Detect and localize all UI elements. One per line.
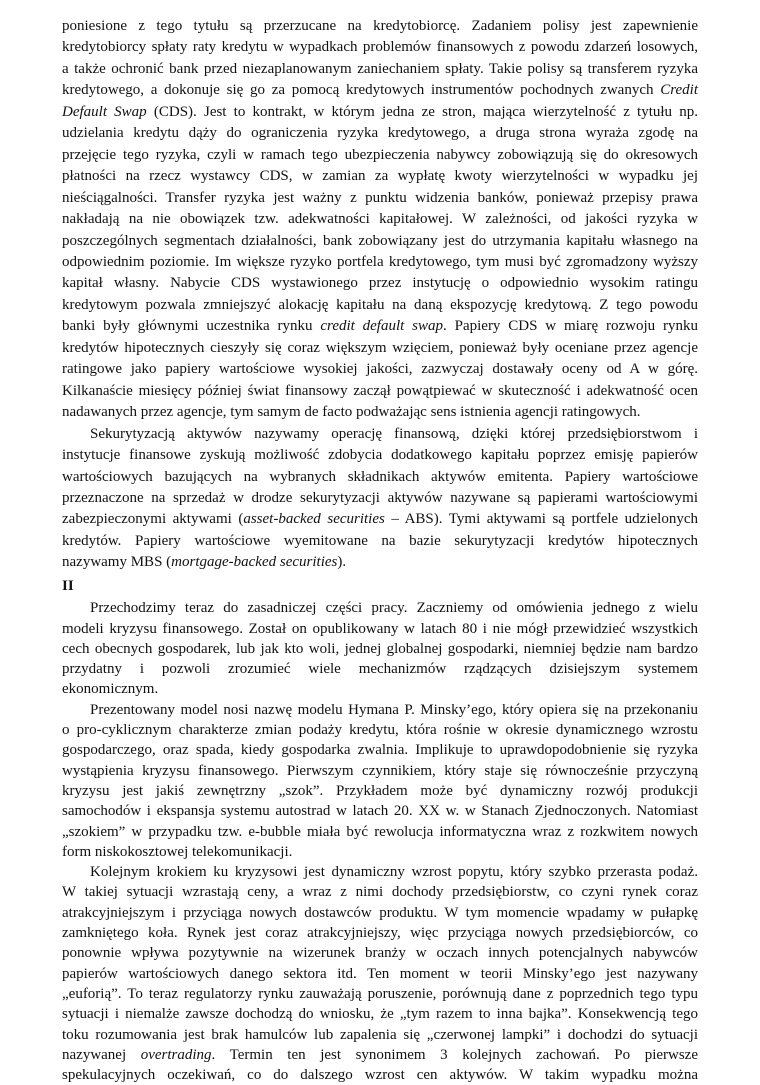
text-segment: – ABS). Tymi aktywami są portfele udzielonych	[384, 511, 698, 528]
text-line: wystąpienia kryzysu finansowego. Pierwszym czynnikiem, który staje się równocześnie przyczyną	[62, 762, 698, 779]
text-line	[62, 102, 698, 123]
text-line: przydatny i pozwoli zrozumieć wiele mechanizmów rządzących dzisiejszym systemem	[62, 661, 698, 678]
text-line: Kilkanaście miesięcy później świat finansowy zaczął powątpiewać w skuteczność i adekwatność ocen	[62, 382, 698, 399]
text-line: poniesione z tego tytułu są przerzucane na kredytobiorcę. Zadaniem polisy jest zapewnienie	[62, 18, 698, 34]
text-line: Przechodzimy teraz do zasadniczej części pracy. Zaczniemy od omówienia jednego z wielu	[90, 600, 698, 617]
text-line: kredytów hipotecznych cieszyły się coraz większym wzięciem, ponieważ były oceniane przez agencje	[62, 339, 698, 356]
text-line	[62, 509, 698, 530]
text-segment: zabezpieczonymi aktywami (	[62, 511, 244, 528]
italic-term: overtrading	[140, 1046, 212, 1063]
text-line: atrakcyjniejszym i przyciąga nowych dostawców produktu. W tym momencie wpadamy w pułapkę	[62, 904, 698, 921]
italic-term: mortgage-backed securities	[171, 554, 338, 571]
text-line: nieściągalności. Transfer ryzyka jest ważny z punktu widzenia banków, ponieważ przepisy prawa	[62, 189, 698, 206]
text-line: nakładają na nie obowiązek tzw. adekwatności kapitałowej. W zależności, od jakości ryzyka w	[62, 211, 698, 228]
text-line: a także ochronić bank przed niezaplanowanym zaniechaniem spłaty. Takie polisy są transferem ryzyka	[62, 60, 698, 77]
text-line: Sekurytyzacją aktywów nazywamy operację finansową, dzięki której przedsiębiorstwom i	[90, 425, 698, 442]
text-line: Kolejnym krokiem ku kryzysowi jest dynamiczny wzrost popytu, który szybko przerasta podaż.	[90, 864, 698, 881]
text-line: nadawanych przez agencje, tym samym de facto podważając sens istnienia agencji ratingowych.	[62, 404, 641, 421]
text-line: samochodów i ekspansja systemu autostrad w latach 20. XX w. w Stanach Zjednoczonych. Natomiast	[62, 803, 698, 820]
paragraph	[62, 424, 698, 574]
text-segment: . Papiery CDS w miarę rozwoju rynku	[443, 318, 698, 335]
italic-term: credit default swap	[320, 318, 444, 335]
text-line: gospodarczego, oraz spada, kiedy gospodarka zwalnia. Implikuje to uprawdopodobnienie się ryzyka	[62, 742, 698, 759]
text-line	[62, 316, 698, 337]
text-line: „szokiem” w przypadku tzw. e-bubble miała być rewolucja informatyczna wraz z rozkwitem nowych	[62, 823, 698, 840]
italic-term: Default Swap	[62, 103, 147, 120]
text-line: wartościowych bazujących na wybranych składnikach aktywów emitenta. Papiery wartościowe	[62, 468, 698, 485]
text-line: spekulacyjnych oczekiwań, co do dalszego wzrost cen aktywów. W takim wypadku można	[62, 1067, 698, 1084]
text-line: kredytów. Papiery wartościowe wyemitowane na bazie sekurytyzacji kredytów hipotecznych	[62, 532, 698, 549]
text-line: ponownie wpływa pozytywnie na wizerunek branży w oczach innych potencjalnych nabywców	[62, 945, 698, 962]
text-segment: (CDS). Jest to kontrakt, w którym jedna ze stron, mająca wierzytelność z tytułu np.	[146, 103, 698, 120]
text-line: ekonomicznym.	[62, 681, 159, 698]
text-line	[62, 1045, 698, 1065]
text-segment: banki były głównymi uczestnika rynku	[62, 318, 321, 335]
italic-term: asset-backed securities	[243, 511, 385, 528]
text-line: udzielania kredytu dąży do ograniczenia ryzyka kredytowego, a druga strona wyraża zgodę na	[62, 125, 698, 142]
text-segment: kredytowego, a dokonuje się go za pomocą kredytowych instrumentów pochodnych zwanych	[62, 82, 661, 99]
text-line: przeznaczone na sprzedaż w drodze sekurytyzacji aktywów nazywane są papierami wartościowymi	[62, 489, 698, 506]
text-line	[62, 552, 698, 573]
paragraph	[62, 598, 698, 699]
text-line: odpowiednim poziomie. Im większe ryzyko portfela kredytowego, tym musi być zgromadzony wyższy	[62, 253, 698, 270]
document-body-part-2	[62, 576, 698, 1085]
paragraph	[62, 862, 698, 1085]
text-line: W takiej sytuacji wzrastają ceny, a wraz z nimi dochody przedsiębiorstw, co czyni rynek coraz	[62, 884, 698, 901]
text-line: form niskokosztowej telekomunikacji.	[62, 843, 293, 860]
text-segment: nazywamy MBS (	[62, 554, 172, 571]
paragraph	[62, 700, 698, 862]
text-line: zamkniętego koła. Rynek jest coraz atrakcyjniejszy, więc przyciąga nowych przedsiębiorców, co	[62, 925, 698, 942]
text-line: przejęcie tego ryzyka, czyli w ramach tego ubezpieczenia nabywcy zobowiązują się do okresowych	[62, 146, 698, 163]
italic-term: Credit	[660, 82, 698, 99]
section-heading: II	[62, 578, 74, 594]
text-line: poszczególnych segmentach działalności, bank zobowiązany jest do utrzymania kapitału własnego na	[62, 232, 698, 249]
text-line: kredytowym pozwala zmniejszyć alokację kapitału na daną ekspozycję kredytową. Z tego powodu	[62, 296, 698, 313]
text-line: papierów wartościowych danego sektora itd. Ten moment w teorii Minsky’ego jest nazywany	[62, 965, 698, 982]
text-segment: nazywanej	[62, 1046, 141, 1063]
paragraph	[62, 16, 698, 424]
text-line	[62, 80, 698, 101]
text-line: kapitał własny. Nabycie CDS wystawionego przez instytucję o odpowiednio wysokim ratingu	[62, 275, 698, 292]
text-segment: ).	[337, 554, 347, 571]
text-line: kredytobiorcy spłaty raty kredytu w wypadkach problemów finansowych z powodu zdarzeń losowych,	[62, 39, 698, 56]
text-line: instytucje finansowe zyskują możliwość zdobycia dodatkowego kapitału poprzez emisję papierów	[62, 447, 698, 464]
text-line: Prezentowany model nosi nazwę modelu Hymana P. Minsky’ego, który opiera się na przekonaniu	[90, 701, 698, 718]
text-line: cech obecnych gospodarek, lub jak kto woli, jednej globalnej gospodarki, niemniej będzie nam bardzo	[62, 640, 698, 657]
text-line: „euforią”. To teraz regulatorzy rynku zauważają poruszenie, porównują dane z poprzednich tego typu	[62, 985, 698, 1002]
text-line: modeli kryzysu finansowego. Został on opublikowany w latach 80 i nie mógł przewidzieć wszystkich	[62, 620, 698, 637]
text-line: płatności na rzecz wystawcy CDS, w zamian za wypłatę kwoty wierzytelności w wypadku jej	[62, 168, 698, 185]
text-line: kryzysu jest jakiś zewnętrzny „szok”. Przykładem może być dynamiczny rozwój produkcji	[62, 782, 698, 799]
text-line: o pro-cyklicznym charakterze zmian podaży kredytu, która rośnie w okresie dynamicznego wzrostu	[62, 722, 698, 739]
text-line: sytuacji i niemalże zawsze dochodzą do wniosku, że „tym razem to inna bajka”. Konsekwencją tego	[62, 1006, 698, 1023]
text-line: toku rozumowania jest brak hamulców lub zapalenia się „czerwonej lampki” i dochodzi do sytuacji	[62, 1026, 698, 1043]
text-line: ratingowe jako papiery wartościowe wysokiej jakości, zazwyczaj dostawały oceny od A w górę.	[62, 361, 698, 378]
text-segment: . Termin ten jest synonimem 3 kolejnych zachowań. Po pierwsze	[211, 1046, 698, 1063]
document-body-part-1	[62, 16, 698, 574]
